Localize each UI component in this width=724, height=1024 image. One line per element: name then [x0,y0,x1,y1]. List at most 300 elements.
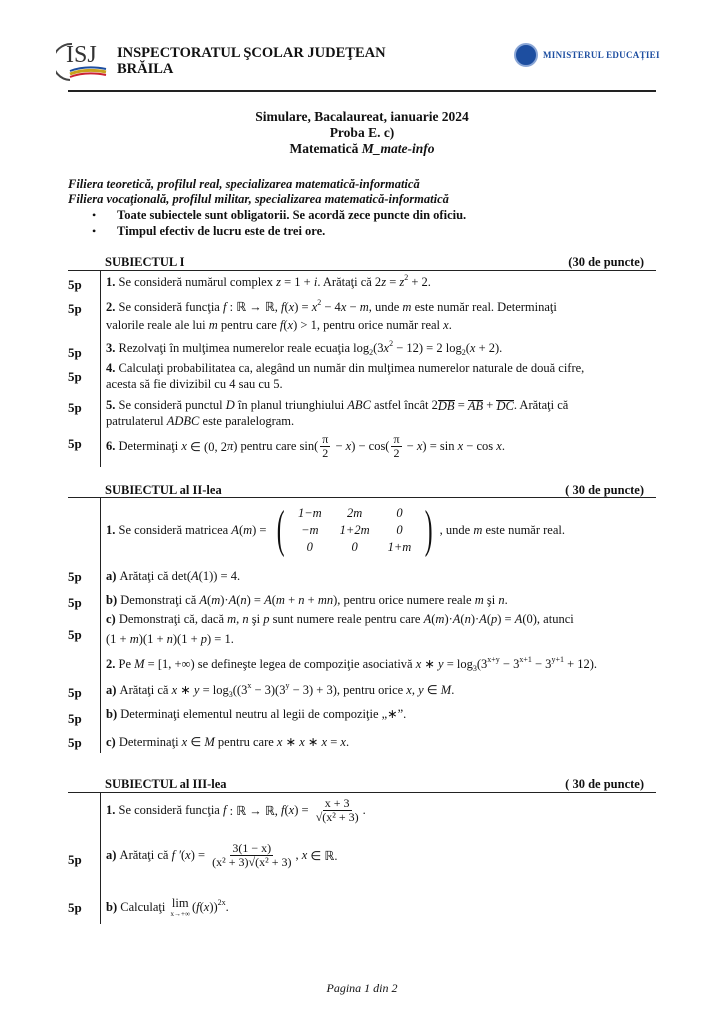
points-label: 5p [68,400,82,415]
bullet-icon: • [92,208,97,222]
text-segment: Calculaţi [120,899,169,914]
text-segment: A [423,612,432,626]
problem-1-2-cont [106,318,452,333]
text-segment: x [311,299,318,314]
section-3-points: ( 30 de puncte) [565,777,644,791]
item-label: c) [106,612,119,626]
text-segment: ) = [497,612,515,626]
matrix-cell: 0 [396,522,403,537]
text-segment: Determinaţi [118,439,182,453]
text-segment: ) − cos( [351,439,390,453]
section-2-margin-line [100,497,101,753]
matrix-cell: −m [301,522,319,537]
section-3-title: SUBIECTUL al III-lea [105,777,227,791]
text-segment: 2 [404,273,409,282]
text-segment: ∗ [177,683,194,697]
text-segment: A [228,593,237,607]
text-segment: x [203,899,210,914]
text-segment: z [381,275,387,289]
text-segment: )(1 + [138,632,167,646]
text-segment: A [514,612,523,626]
text-segment: y [438,656,444,671]
logo-text: ISJ [66,42,97,68]
text-segment: p [263,612,270,626]
text-segment: pentru care [217,318,280,332]
text-segment: , [236,612,243,626]
section-3-divider [68,792,656,793]
text-segment: x [247,680,252,690]
text-segment: x [345,439,352,453]
text-segment: y [285,680,290,690]
text-segment: M [440,682,452,697]
text-segment: = [386,275,400,289]
text-segment: m [359,299,369,314]
text-segment: ) pentru care sin( [233,439,319,453]
text-segment: m [435,612,445,626]
problem-1-3 [106,341,502,356]
text-segment: − 3 [499,656,520,671]
problem-3-1 [106,797,366,824]
text-segment: f [222,299,227,314]
points-label: 5p [68,436,82,451]
text-segment: n [166,632,173,646]
text-segment: f [281,299,285,314]
points-label: 5p [68,711,82,726]
text-segment: ADBC [166,414,200,428]
text-segment: − [346,299,360,314]
problem-1-5 [106,398,568,413]
text-segment: ) = [294,803,312,817]
text-segment: )) [209,899,218,914]
text-segment: ∗ [304,735,322,749]
text-segment: = [1, +∞) se defineşte legea de compoziţie asociativă [144,656,416,671]
matrix-intro [106,523,270,538]
problem-2-1c [106,612,574,627]
text-segment: ( [486,612,491,626]
text-segment: A [199,593,208,607]
numerator: π [393,432,400,446]
instruction-2: Timpul efectiv de lucru este de trei ore. [117,224,326,238]
matrix-row [289,539,420,556]
text-segment: ( [199,899,204,914]
denominator: √(x² + 3) [315,810,359,824]
problem-3-1b [106,896,229,918]
item-label: a) [106,569,120,583]
text-segment: Se consideră funcţia [118,803,223,817]
section-1-points: (30 de puncte) [568,255,644,269]
matrix-cell: 0 [351,539,358,554]
text-segment: y [193,682,200,697]
text-segment: . [345,734,350,749]
problem-2-1a [106,569,240,584]
text-segment: : ℝ → ℝ, [226,803,281,818]
text-segment: ( [207,593,212,607]
text-segment: mn [317,593,334,607]
exam-subtitle: Proba E. c) [329,125,395,140]
text-segment: − [332,439,346,453]
text-segment: A [479,612,487,626]
text-segment: i [313,275,318,289]
item-label: 6. [106,439,119,453]
points-label: 5p [68,569,82,584]
text-segment: = log [199,682,229,697]
text-segment: A [264,593,272,607]
text-segment: f [222,803,227,817]
numerator: 3(1 − x) [232,841,272,855]
text-segment: − 3) + 3), pentru orice [289,682,407,697]
text-segment: n [240,593,247,607]
denominator: (x² + 3)√(x² + 3) [212,855,292,869]
ministry-name: MINISTERUL EDUCAȚIEI [543,50,660,60]
text-segment: 2 [389,339,394,348]
text-segment: ( [431,612,436,626]
text-segment: Arătaţi că [119,848,172,862]
text-segment: z [399,275,405,289]
text-segment: , unde [439,522,474,537]
problem-1-5-cont [106,414,294,429]
text-segment: . [501,439,505,453]
text-segment: m [208,318,218,332]
item-label: a) [106,848,120,862]
text-segment: + 2). [475,341,503,355]
matrix-cell: 1+2m [339,522,370,537]
item-label: 2. [106,656,119,671]
text-segment: ( [465,341,470,355]
points-label: 5p [68,345,82,360]
text-segment: A [452,612,461,626]
text-segment: ) = [252,522,270,537]
text-segment: x [340,734,346,749]
text-segment: m [473,522,483,537]
text-segment: m [402,299,412,314]
text-segment: (3 [476,656,488,671]
right-paren: ) [425,501,433,558]
text-segment: x [288,299,295,314]
text-segment: 3 [472,663,477,673]
text-segment: x [457,439,464,453]
text-segment: x [415,656,422,671]
text-segment: − 3 [531,656,552,671]
points-label: 5p [68,735,82,750]
text-segment: Arătaţi că [119,682,172,697]
text-segment: Se consideră funcţia [118,299,223,314]
section-2-points: ( 30 de puncte) [565,483,644,497]
text-segment: . Arătaţi că [513,398,569,412]
points-label: 5p [68,852,82,867]
text-segment: este număr real. [482,522,565,537]
instruction-1: Toate subiectele sunt obligatorii. Se acordă zece puncte din oficiu. [117,208,467,222]
item-label: 1. [106,803,119,817]
section-1-divider [68,270,656,271]
text-segment: ) = 1. [207,632,234,646]
numerator: π [322,432,329,446]
text-segment: − 12) = 2 log [393,341,462,355]
lim-subscript: x→+∞ [170,910,190,918]
matrix-outro [440,523,565,538]
item-label: 2. [106,299,119,314]
text-segment: f [279,318,284,332]
text-segment: 2 [369,348,374,357]
text-segment: ) > 1, pentru orice număr real [293,318,444,332]
text-segment: , unde [368,299,403,314]
text-segment: ∗ [282,735,300,749]
text-segment: m [275,593,285,607]
text-segment: ( [180,848,186,862]
text-segment: A [191,569,199,583]
text-segment: ( [236,593,241,607]
text-segment: x [496,439,502,453]
matrix-row [289,505,420,522]
text-segment: = [454,398,468,412]
text-segment: − 3)(3 [251,682,286,697]
denominator: 2 [393,446,400,460]
text-segment: : ℝ → ℝ, [226,300,281,314]
points-label: 5p [68,900,82,915]
text-segment: x [301,848,308,862]
isj-logo [56,40,108,84]
text-segment: Se consideră punctul [118,398,226,412]
problem-2-2 [106,656,597,672]
text-segment: ( [460,612,465,626]
text-segment: Rezolvaţi în mulţimea numerelor reale ecuaţia log [118,341,370,355]
subject-name: Matematică [289,141,362,156]
text-segment: în planul triunghiului [234,398,348,412]
item-label: b) [106,899,121,914]
denominator: 2 [322,446,329,460]
text-segment: − cos [463,439,497,453]
text-segment: x [416,439,423,453]
exam-title: Simulare, Bacalaureat, ianuarie 2024 [255,109,469,124]
coat-of-arms-icon [514,43,538,67]
points-label: 5p [68,369,82,384]
matrix-cell: 1+m [387,539,412,554]
text-segment: ((3 [232,682,248,697]
problem-2-2b [106,706,406,722]
text-segment: ABC [347,398,371,412]
vector: DB [437,398,455,413]
text-segment: ∈ [423,683,441,697]
bullet-icon: • [92,224,97,238]
text-segment: = 1 + [280,275,314,289]
text-segment: m [211,593,221,607]
problem-1-2 [106,299,557,315]
item-label: 1. [106,522,119,537]
text-segment: ( [271,593,276,607]
text-segment: x+y [487,654,500,664]
text-segment: . [504,593,508,607]
text-segment: . [225,899,229,914]
text-segment: + [284,593,299,607]
text-segment: D [225,398,235,412]
text-segment: este paralelogram. [199,414,295,428]
item-label: 3. [106,341,119,355]
text-segment: Calculaţi probabilitatea ca, alegând un număr din mulţimea numerelor naturale de două cifre, [118,361,585,375]
item-label: 1. [106,275,119,289]
text-segment: Determinaţi elementul neutru al legii de compoziţie „∗”. [120,707,407,721]
section-3-margin-line [100,792,101,924]
lim-operator: lim [171,896,189,910]
text-segment: + 12). [563,656,598,671]
text-segment: f [281,803,285,817]
text-segment: pentru care [214,734,277,749]
filiera-1: Filiera teoretică, profilul real, specializarea matematică-informatică [68,177,420,191]
problem-1-4-cont [106,377,283,392]
text-segment: ) = [246,593,265,607]
item-label: a) [106,682,120,697]
section-1-margin-line [100,270,101,467]
text-segment: ∈ ℝ. [307,848,338,863]
problem-2-1 [106,500,565,560]
text-segment: p [200,632,207,646]
matrix-row [289,522,420,539]
section-1-title: SUBIECTUL I [105,255,185,269]
text-segment: + 2. [408,275,431,289]
header-divider [68,90,656,92]
section-2-divider [68,497,656,498]
page-number: Pagina 1 din 2 [326,981,398,995]
text-segment: astfel încât 2 [370,398,438,412]
ministry-logo [514,43,660,67]
text-segment: Arătaţi că det( [119,569,192,583]
fraction [320,433,330,460]
text-segment: x [299,734,305,749]
text-segment: ∈ [187,735,205,749]
text-segment: y+1 [551,654,564,664]
problem-1-1 [106,275,431,290]
text-segment: )· [470,612,480,626]
points-label: 5p [68,685,82,700]
text-segment: ), pentru orice numere reale [333,593,475,607]
text-segment: n [242,612,249,626]
text-segment: 2 [461,348,466,357]
text-segment: Pe [118,656,135,671]
points-label: 5p [68,277,82,292]
text-segment: x, y [406,682,424,697]
text-segment: n [464,612,471,626]
text-segment: n [298,593,305,607]
text-segment: Se consideră matricea [118,522,232,537]
text-segment: x [171,682,178,697]
text-segment: (1)) = 4. [198,569,241,583]
text-segment: z [276,275,281,289]
text-segment: x [181,734,188,749]
text-segment: − 4 [321,299,341,314]
section-2-title: SUBIECTUL al II-lea [105,483,222,497]
text-segment: . [362,803,366,817]
text-segment: ( [284,299,289,314]
text-segment: ( [284,803,289,817]
matrix-cell: 2m [347,505,363,520]
points-label: 5p [68,301,82,316]
text-segment: m [227,612,237,626]
text-segment: valorile reale ale lui [106,318,209,332]
text-segment: , [295,848,302,862]
text-segment: Se consideră numărul complex [118,275,277,289]
text-segment: Determinaţi [118,734,182,749]
org-name-line1: INSPECTORATUL ŞCOLAR JUDEŢEAN [117,45,386,61]
text-segment: Demonstraţi că [120,593,200,607]
text-segment: (1 + [106,632,130,646]
matrix-cell: 0 [396,505,403,520]
vector: DC [496,398,514,413]
vector: AB [467,398,484,413]
text-segment: şi [483,593,499,607]
filiera-2: Filiera vocaţională, profilul militar, specializarea matematică-informatică [68,192,449,206]
item-label: b) [106,593,121,607]
text-segment: x [288,803,295,817]
text-segment: f [196,899,200,914]
text-segment: m [474,593,484,607]
item-label: 5. [106,398,119,412]
text-segment: Demonstraţi că, dacă [118,612,228,626]
item-label: c) [106,734,119,749]
left-paren: ( [276,501,285,558]
item-label: 4. [106,361,119,375]
points-label: 5p [68,627,82,642]
text-segment: 2x [217,897,226,907]
matrix-cell: 0 [306,539,313,554]
text-segment: patrulaterul [106,414,167,428]
item-label: b) [106,706,121,721]
text-segment: p [490,612,498,626]
text-segment: 3 [228,689,233,699]
text-segment: A [231,522,239,537]
text-segment: ∈ (0, 2 [186,439,227,454]
subject-profile: M_mate-info [361,141,435,156]
text-segment: n [498,593,505,607]
text-segment: ( [238,522,244,537]
limit [171,896,190,918]
text-segment: x [321,734,328,749]
problem-2-1c-cont [106,632,234,647]
text-segment: sunt numere reale pentru care [269,612,424,626]
matrix-cell: 1−m [297,505,322,520]
text-segment: x [383,341,390,355]
text-segment: + [483,398,497,412]
text-segment: (3 [373,341,384,355]
text-segment: )(1 + [172,632,201,646]
text-segment: π [226,439,234,453]
text-segment: x [443,318,449,332]
text-segment: . [448,318,452,332]
text-segment: ∗ [421,657,439,671]
points-label: 5p [68,595,82,610]
text-segment: x [276,734,283,749]
text-segment: x [340,299,347,314]
text-segment: )· [220,593,229,607]
org-name-line2: BRĂILA [117,61,174,77]
text-segment: 2 [317,297,322,307]
text-segment: M [134,656,145,671]
text-segment: x [287,318,294,332]
exam-subject [0,141,724,157]
text-segment: x [185,848,191,862]
problem-2-2a [106,682,454,698]
text-segment: ( [191,899,197,914]
problem-1-4 [106,361,584,376]
text-segment: (0), atunci [522,612,574,626]
text-segment: x [181,439,187,453]
text-segment: = log [443,656,473,671]
text-segment: acesta să fie divizibil cu 4 sau cu 5. [106,377,283,391]
text-segment: . [451,682,455,697]
text-segment: + [304,593,318,607]
numerator: x + 3 [324,796,350,810]
text-segment: − [403,439,417,453]
text-segment: M [204,734,215,749]
text-segment: m [243,522,253,537]
text-segment: este număr real. Determinaţi [411,299,557,314]
